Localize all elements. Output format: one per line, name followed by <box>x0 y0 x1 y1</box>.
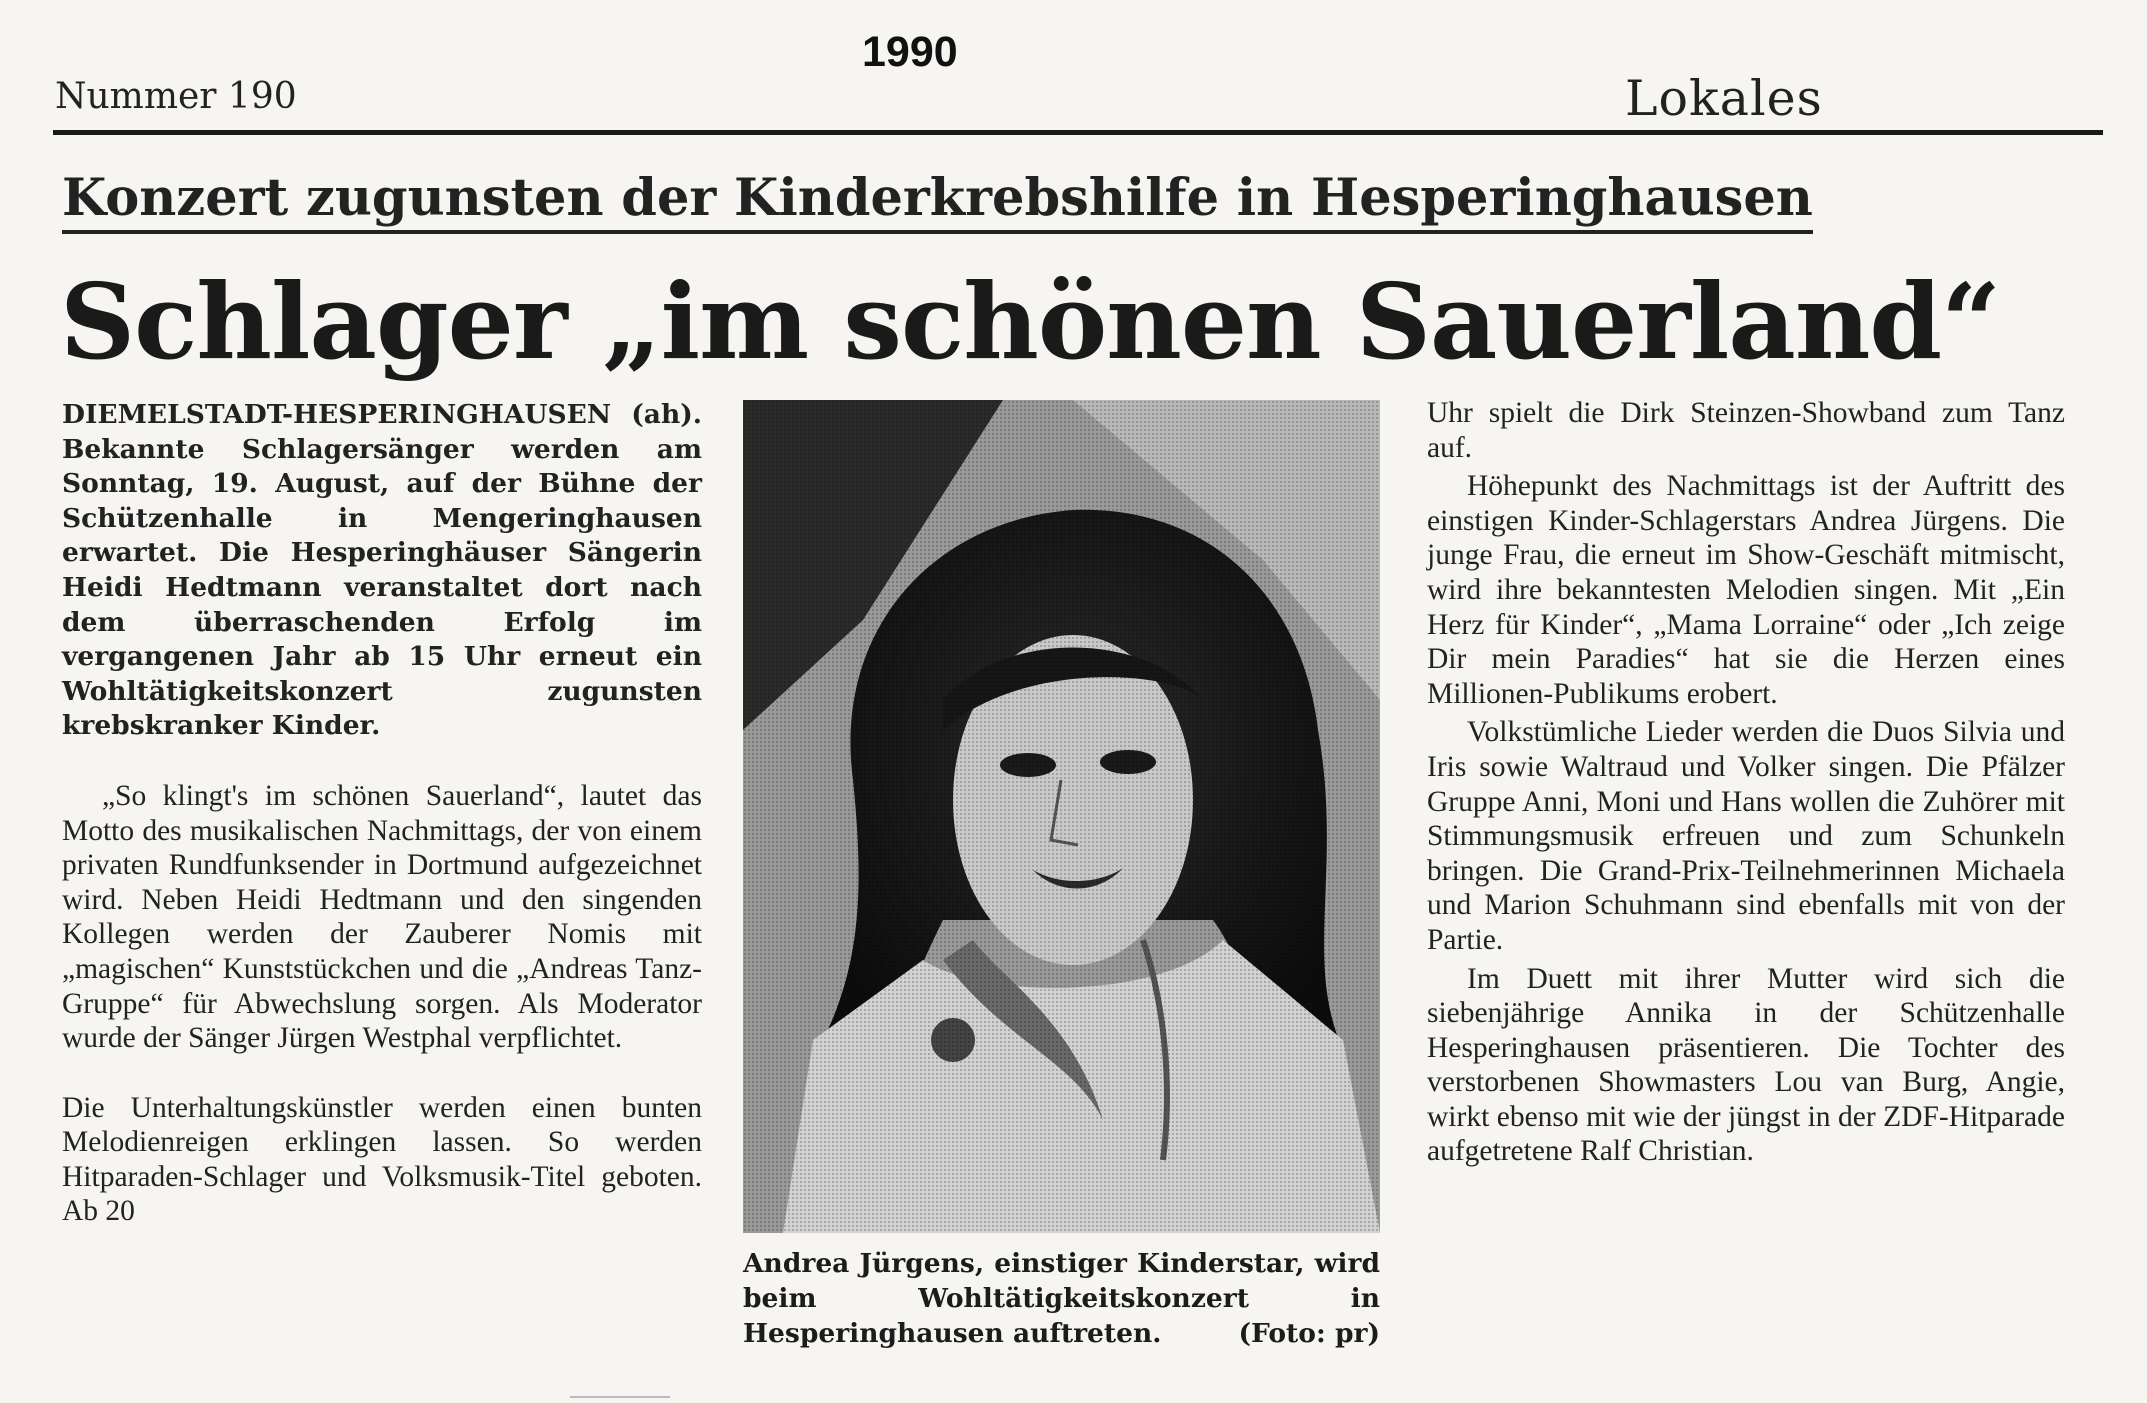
article-kicker: Konzert zugunsten der Kinderkrebshilfe in Hesperinghausen <box>62 168 1813 234</box>
paragraph: Uhr spielt die Dirk Steinzen-Showband zum Tanz auf. <box>1427 397 2065 464</box>
column-right <box>1427 396 2065 1169</box>
header-rule <box>53 130 2103 135</box>
photo-credit: (Foto: pr) <box>1238 1318 1380 1349</box>
paragraph: „So klingt's im schönen Sauerland“, lautet das Motto des musikalischen Nachmittags, der von einem privaten Rundfunksender in Dortmund aufgezeichnet wird. Neben Heidi Hedtmann und den singenden Kollegen werden der Zauberer Nomis mit „magischen“ Kunststückchen und die „Andreas Tanz-Gruppe“ für Abwechslung sorgen. Als Moderator wurde der Sänger Jürgen Westphal verpflichtet. <box>62 779 702 1055</box>
article-headline: Schlager „im schönen Sauerland“ <box>60 260 2000 383</box>
article-lead: DIEMELSTADT-HESPERINGHAUSEN (ah). Bekannte Schlagersänger werden am Sonntag, 19. August, auf der Bühne der Schützenhalle in Mengeringhausen erwartet. Die Hesperinghäuser Sängerin Heidi Hedtmann veranstaltet dort nach dem überraschenden Erfolg im vergangenen Jahr ab 15 Uhr erneut ein Wohltätigkeitskonzert zugunsten krebskranker Kinder. <box>62 399 702 742</box>
paragraph: Im Duett mit ihrer Mutter wird sich die siebenjährige Annika in der Schützenhalle Hesperinghausen präsentieren. Die Tochter des verstorbenen Showmasters Lou van Burg, Angie, wirkt ebenso mit wie der jüngst in der ZDF-Hitparade aufgetretene Ralf Christian. <box>1427 962 2065 1168</box>
caption-text: Andrea Jürgens, einstiger Kinderstar, wird beim Wohltätigkeitskonzert in Hesperinghausen auftreten. <box>743 1248 1380 1349</box>
paragraph: Volkstümliche Lieder werden die Duos Silvia und Iris sowie Waltraud und Volker singen. Die Pfälzer Gruppe Anni, Moni und Hans wollen die Zuhörer mit Stimmungsmusik erfreuen und zum Schunkeln bringen. Die Grand-Prix-Teilnehmerinnen Michaela und Marion Schuhmann sind ebenfalls mit von der Partie. <box>1427 716 2065 956</box>
portrait-photo <box>743 400 1380 1233</box>
photo-caption <box>743 1246 1380 1351</box>
paragraph: Höhepunkt des Nachmittags ist der Auftritt des einstigen Kinder-Schlagerstars Andrea Jürgens. Die junge Frau, die erneut im Show-Geschäft mitmischt, wird ihre bekanntesten Melodien singen. Mit „Ein Herz für Kinder“, „Mama Lorraine“ oder „Ich zeige Dir mein Paradies“ hat sie die Herzen eines Millionen-Publikums erobert. <box>1427 470 2065 710</box>
column-left <box>62 398 702 1229</box>
section-title: Lokales <box>1625 70 1823 127</box>
year-label: 1990 <box>862 28 958 76</box>
issue-number: Nummer 190 <box>55 76 297 117</box>
portrait-image <box>743 400 1380 1233</box>
paragraph: Die Unterhaltungskünstler werden einen bunten Melodienreigen erklingen lassen. So werden Hitparaden-Schlager und Volksmusik-Titel geboten. Ab 20 <box>62 1091 702 1228</box>
bottom-divider <box>570 1396 670 1398</box>
